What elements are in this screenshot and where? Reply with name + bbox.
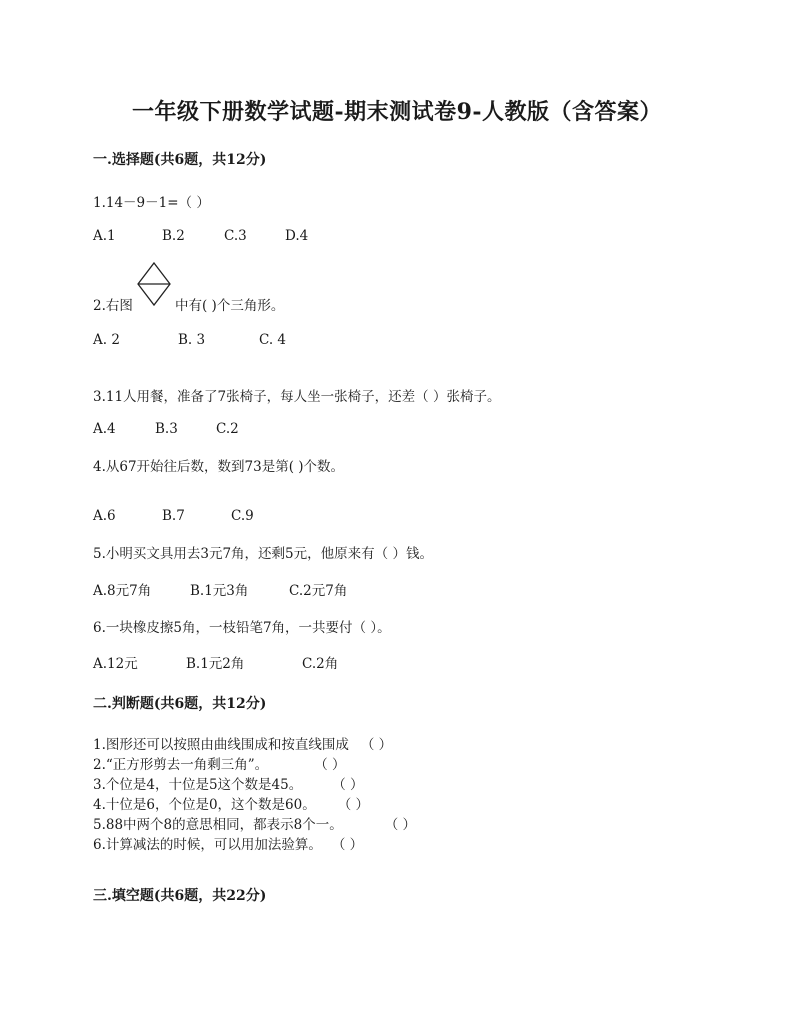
question-1-option-a: A.1 (93, 228, 116, 244)
question-6-stem: 6.一块橡皮擦5角，一枝铅笔7角，一共要付（ ）。 (93, 620, 391, 636)
question-3-stem: 3.11人用餐，准备了7张椅子，每人坐一张椅子，还差（ ）张椅子。 (93, 389, 501, 405)
question-2-option-c: C. 4 (259, 332, 287, 348)
judge-item (93, 835, 416, 855)
answer-blank[interactable]: （ ） (331, 837, 364, 853)
judge-item-text: 5.88中两个8的意思相同，都表示8个一。 (93, 817, 343, 833)
question-5-stem: 5.小明买文具用去3元7角，还剩5元，他原来有（ ）钱。 (93, 546, 433, 562)
judge-item (93, 755, 416, 775)
question-5-option-c: C.2元7角 (289, 583, 348, 599)
answer-blank[interactable]: （ ） (384, 817, 417, 833)
question-3-option-c: C.2 (216, 421, 239, 437)
question-5-option-a: A.8元7角 (93, 583, 152, 599)
question-6-option-a: A.12元 (93, 656, 138, 672)
judge-item (93, 775, 416, 795)
question-2-stem-before: 2.右图 (93, 298, 133, 314)
question-1-option-d: D.4 (285, 228, 309, 244)
question-1-stem: 1.14－9－1=（ ） (93, 195, 210, 211)
answer-blank[interactable]: （ ） (314, 757, 346, 773)
question-4-stem: 4.从67开始往后数，数到73是第( )个数。 (93, 459, 345, 475)
judge-item (93, 795, 416, 815)
question-6-option-b: B.1元2角 (186, 656, 245, 672)
rhombus-figure (136, 261, 172, 307)
question-3-option-b: B.3 (155, 421, 178, 437)
judge-item (93, 735, 416, 755)
question-3-option-a: A.4 (93, 421, 116, 437)
answer-blank[interactable]: （ ） (360, 737, 393, 753)
judge-item-text: 6.计算减法的时候，可以用加法验算。 (93, 837, 322, 853)
section-heading-judge: 二.判断题(共6题，共12分) (93, 696, 267, 712)
question-5-option-b: B.1元3角 (190, 583, 249, 599)
judge-item-text: 1.图形还可以按照由曲线围成和按直线围成 (93, 737, 349, 753)
answer-blank[interactable]: （ ） (332, 777, 364, 793)
question-2-option-a: A. 2 (93, 332, 120, 348)
question-4-option-a: A.6 (93, 508, 116, 524)
section-heading-fill: 三.填空题(共6题，共22分) (93, 888, 267, 904)
judge-item-text: 4.十位是6，个位是0，这个数是60。 (93, 797, 316, 813)
question-2-option-b: B. 3 (178, 332, 206, 348)
judge-list (93, 735, 416, 855)
question-4-option-c: C.9 (231, 508, 254, 524)
question-2-stem-after: 中有( )个三角形。 (175, 298, 285, 314)
answer-blank[interactable]: （ ） (337, 797, 370, 813)
question-4-option-b: B.7 (162, 508, 185, 524)
question-6-option-c: C.2角 (302, 656, 339, 672)
page-title: 一年级下册数学试题-期末测试卷9-人教版（含答案） (131, 99, 663, 125)
question-1-option-c: C.3 (224, 228, 247, 244)
judge-item-text: 3.个位是4，十位是5这个数是45。 (93, 777, 303, 793)
question-1-option-b: B.2 (162, 228, 185, 244)
judge-item-text: 2.“正方形剪去一角剩三角”。 (93, 757, 269, 773)
judge-item (93, 815, 416, 835)
section-heading-choice: 一.选择题(共6题，共12分) (93, 152, 267, 168)
